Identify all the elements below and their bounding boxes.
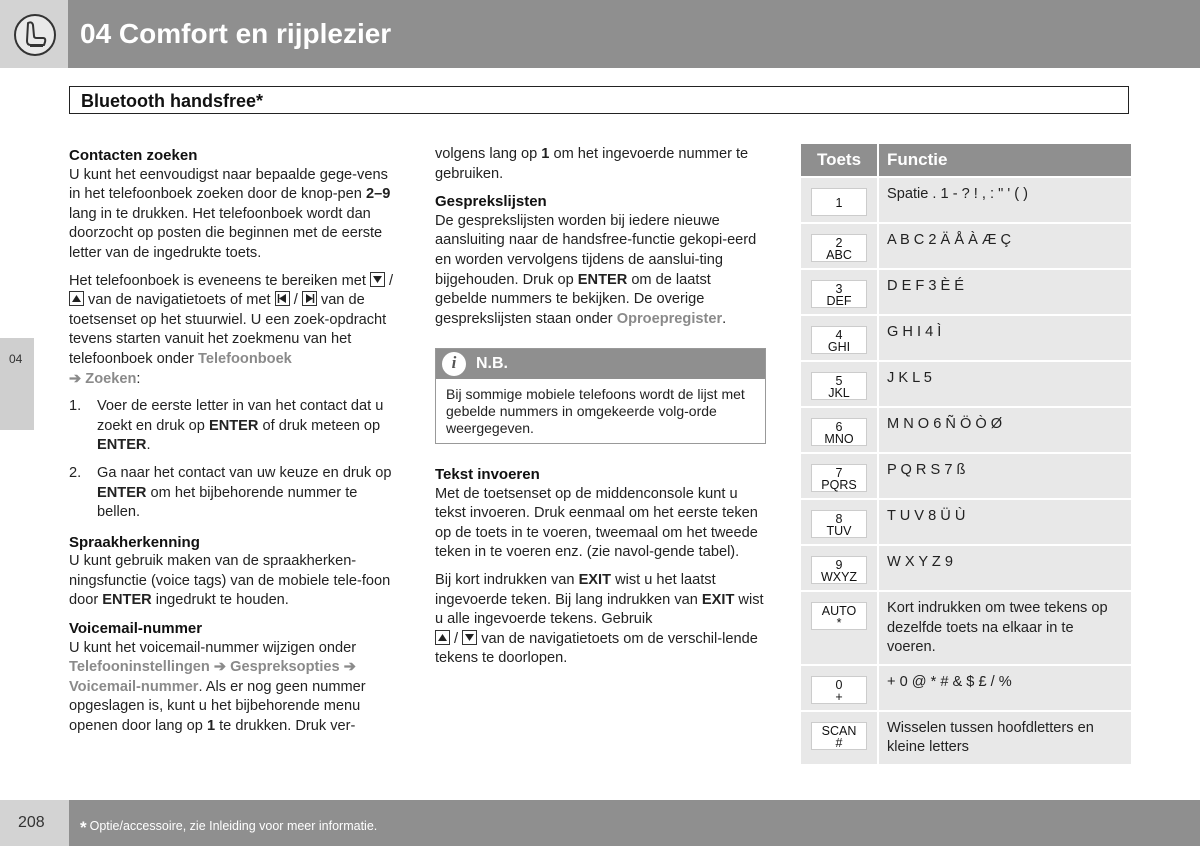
chapter-title: 04 Comfort en rijplezier [80, 18, 392, 49]
arrow-left-icon [275, 291, 290, 306]
table-row: 4 GHI G H I 4 Ì [801, 316, 1131, 362]
heading-spraakherkenning: Spraakherkenning [69, 533, 200, 551]
key-8-icon: 8 TUV [811, 510, 867, 538]
text-column-2 [435, 145, 766, 337]
note-box [435, 348, 766, 444]
table-row: 3 DEF D E F 3 È É [801, 270, 1131, 316]
seat-icon [14, 14, 56, 56]
arrow-down-icon [370, 272, 385, 287]
key-6-icon: 6 MNO [811, 418, 867, 446]
table-row: 8 TUV T U V 8 Ü Ù [801, 500, 1131, 546]
table-row: AUTO * Kort indrukken om twee tekens op dezelfde toets na elkaar in te voeren. [801, 592, 1131, 666]
arrow-up-icon [435, 630, 450, 645]
paragraph-spraak: U kunt gebruik maken van de spraakherken-ningsfunctie (voice tags) van de mobiele tele-foon door ENTER ingedrukt te houden. [69, 553, 391, 609]
table-row: 6 MNO M N O 6 Ñ Ö Ò Ø [801, 408, 1131, 454]
chapter-side-tab-label: 04 [9, 352, 23, 366]
key-4-icon: 4 GHI [811, 326, 867, 354]
key-5-icon: 5 JKL [811, 372, 867, 400]
key-9-icon: 9 WXYZ [811, 556, 867, 584]
menu-path-oproepregister: Oproepregister [616, 310, 723, 327]
table-row: 1 Spatie . 1 - ? ! , : " ' ( ) [801, 178, 1131, 224]
key-7-icon: 7 PQRS [811, 464, 867, 492]
page-number-box [0, 800, 69, 846]
page-number: 208 [18, 814, 45, 831]
note-text: Bij sommige mobiele telefoons wordt de lijst met gebelde nummers in omgekeerde volg-orde weergegeven. [446, 386, 745, 436]
heading-contacten-zoeken: Contacten zoeken [69, 147, 198, 164]
table-row: SCAN # Wisselen tussen hoofdletters en kleine letters [801, 712, 1131, 766]
arrow-up-icon [69, 291, 84, 306]
paragraph-telefoonboek: Het telefoonboek is eveneens te bereiken met / van de navigatietoets of met / van de toetsenset op het stuurwiel. U een zoek-opdracht tevens starten vanuit het zoekmenu van het telefoonboek onder Telefoonboek ➔ Zoeken: [69, 272, 394, 387]
info-icon: i [442, 352, 466, 376]
arrow-right-icon [302, 291, 317, 306]
note-title: N.B. [476, 355, 508, 372]
column-header-functie: Functie [879, 144, 1131, 178]
text-column-2-lower [435, 465, 766, 677]
key-3-icon: 3 DEF [811, 280, 867, 308]
paragraph-continued: volgens lang op 1 om het ingevoerde nummer te gebruiken. [435, 146, 749, 182]
menu-path-zoeken: ➔ Zoeken [69, 370, 137, 387]
paragraph-voicemail: U kunt het voicemail-nummer wijzigen onder Telefooninstellingen ➔ Gespreksopties ➔ Voicemail-nummer. Als er nog geen nummer opgeslagen is, kunt u het bijbehorende menu openen door lang op 1 te drukken. Druk ver- [69, 639, 366, 735]
section-title-box [69, 86, 1129, 114]
paragraph-contacten: U kunt het eenvoudigst naar bepaalde gege-vens in het telefoonboek zoeken door de knop-pen 2–9 lang in te drukken. Het telefoonboek wordt dan doorzocht op posten die beginnen met de eerste letter van de ingedrukte toets. [69, 166, 391, 261]
table-row: 7 PQRS P Q R S 7 ß [801, 454, 1131, 500]
arrow-down-icon [462, 630, 477, 645]
footnote: * Optie/accessoire, zie Inleiding voor meer informatie. [80, 818, 378, 837]
key-2-icon: 2 ABC [811, 234, 867, 262]
key-0-icon: 0 + [811, 676, 867, 704]
heading-tekst-invoeren: Tekst invoeren [435, 466, 540, 483]
table-row: 5 JKL J K L 5 [801, 362, 1131, 408]
heading-gesprekslijsten: Gesprekslijsten [435, 193, 547, 211]
chapter-side-tab [0, 338, 34, 430]
steps-list [69, 397, 402, 523]
menu-path-telefoonboek: Telefoonboek [198, 350, 292, 367]
table-row: 0 + + 0 @ * # & $ £ / % [801, 666, 1131, 712]
paragraph-exit: Bij kort indrukken van EXIT wist u het laatst ingevoerde teken. Bij lang indrukken van EXIT wist u alle ingevoerde tekens. Gebruik / van de navigatietoets om de verschil-lende tekens te doorlopen. [435, 571, 764, 667]
column-header-toets: Toets [801, 144, 879, 178]
table-row: 9 WXYZ W X Y Z 9 [801, 546, 1131, 592]
chapter-icon-box [0, 0, 68, 68]
text-column-1 [69, 146, 402, 745]
note-header [436, 349, 765, 379]
heading-voicemail: Voicemail-nummer [69, 620, 203, 638]
paragraph-tekst: Met de toetsenset op de middenconsole kunt u tekst invoeren. Druk eenmaal om het eerste teken op de toets in te voeren, tweemaal om het tweede teken in te voeren enz. (zie navol-gende tabel). [435, 485, 758, 561]
key-function-table [801, 144, 1131, 766]
section-title: Bluetooth handsfree* [81, 91, 264, 111]
table-row: 2 ABC A B C 2 Ä Å À Æ Ç [801, 224, 1131, 270]
key-scan-icon: SCAN # [811, 722, 867, 750]
list-item: 1. Voer de eerste letter in van het contact dat u zoekt en druk op ENTER of druk meteen op ENTER. [69, 398, 384, 454]
key-1-icon: 1 [811, 188, 867, 216]
key-auto-icon: AUTO * [811, 602, 867, 630]
paragraph-gesprekslijsten: De gesprekslijsten worden bij iedere nieuwe aansluiting naar de handsfree-functie gekopi-eerd en worden vervolgens tijdens de aanslui-ting bijgehouden. Druk op ENTER om de laatst gebelde nummers te bekijken. De overige gesprekslijsten staan onder Oproepregister. [435, 212, 757, 327]
list-item: 2. Ga naar het contact van uw keuze en druk op ENTER om het bijbehorende nummer te bellen. [69, 464, 392, 521]
